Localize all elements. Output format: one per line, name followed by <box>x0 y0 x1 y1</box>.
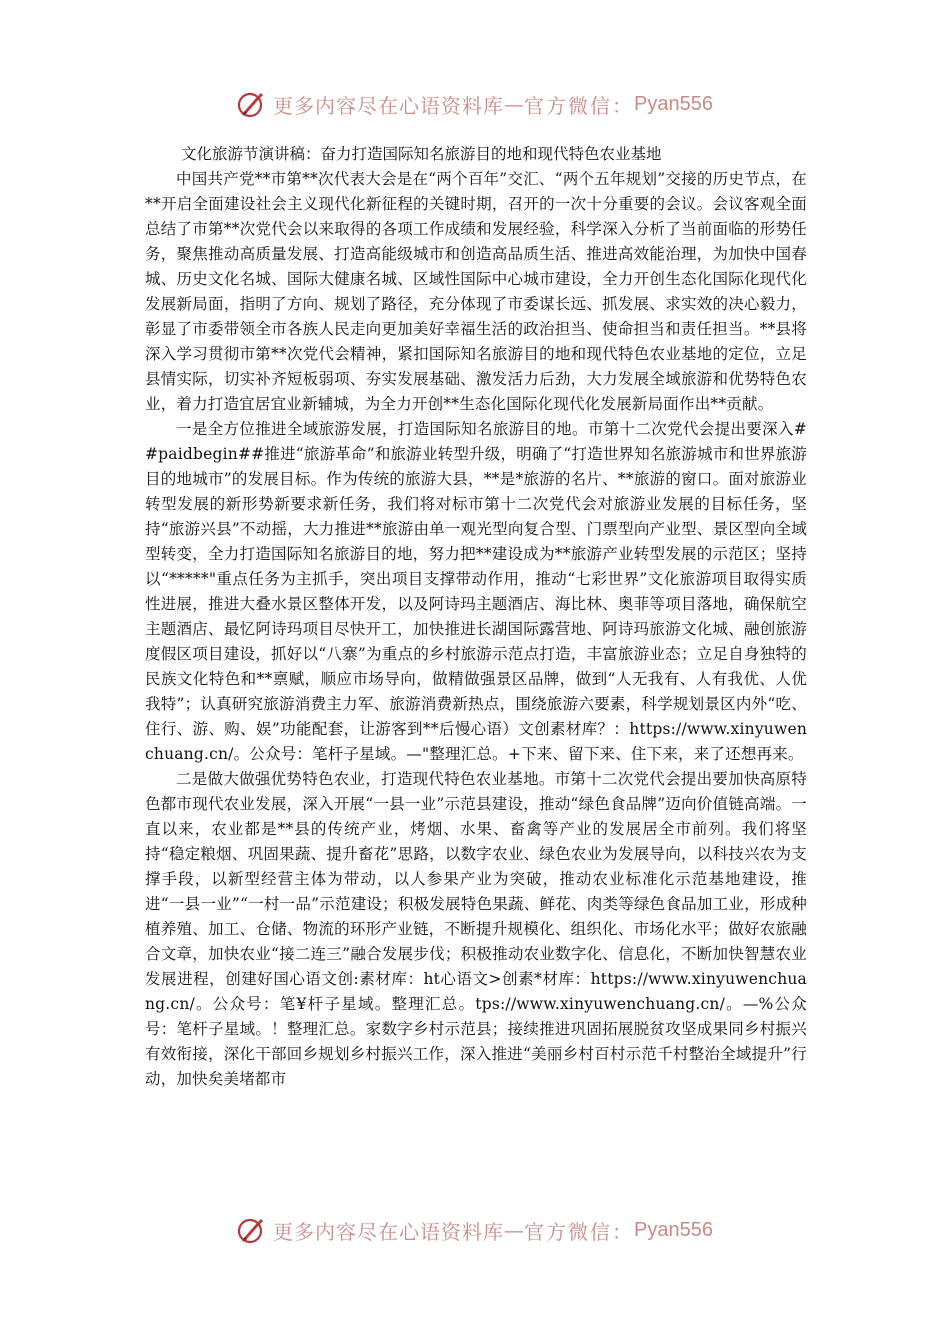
document-title: 文化旅游节演讲稿：奋力打造国际知名旅游目的地和现代特色农业基地 <box>181 145 662 163</box>
banner-wechat-id: Pyan556 <box>634 1218 713 1241</box>
pen-logo-icon <box>237 1215 267 1245</box>
footer-banner <box>0 1210 950 1250</box>
header-banner <box>0 84 950 124</box>
banner-wechat-label: 官方微信： <box>524 93 635 118</box>
document-body <box>145 142 807 1092</box>
paragraph-intro: 中国共产党**市第**次代表大会是在“两个百年”交汇、“两个五年规划”交接的历史节点，在**开启全面建设社会主义现代化新征程的关键时期，召开的一次十分重要的会议。会议客观全面总结了市第**次党代会以来取得的各项工作成绩和发展经验，科学深入分析了当前面临的形势任务，聚焦推动高质量发展、打造高能级城市和创造高品质生活、推进高效能治理，为加快中国春城、历史文化名城、国际大健康名城、区域性国际中心城市建设，全力开创生态化国际化现代化发展新局面，指明了方向、规划了路径，充分体现了市委谋长远、抓发展、求实效的决心毅力，彰显了市委带领全市各族人民走向更加美好幸福生活的政治担当、使命担当和责任担当。**县将深入学习贯彻市第**次党代会精神，紧扣国际知名旅游目的地和现代特色农业基地的定位，立足县情实际，切实补齐短板弱项、夯实发展基础、激发活力后劲，大力发展全域旅游和优势特色农业，着力打造宜居宜业新辅城，为全力开创**生态化国际化现代化发展新局面作出**贡献。 <box>145 170 807 413</box>
banner-wechat-id: Pyan556 <box>634 92 713 115</box>
banner-separator: — <box>504 92 525 116</box>
banner-text: 更多内容尽在心语资料库 <box>273 1219 505 1244</box>
banner-separator: — <box>504 1218 525 1242</box>
banner-text: 更多内容尽在心语资料库 <box>273 93 505 118</box>
banner-wechat-label: 官方微信： <box>524 1219 635 1244</box>
paragraph-tourism: 一是全方位推进全域旅游发展，打造国际知名旅游目的地。市第十二次党代会提出要深入##paidbegin##推进“旅游革命”和旅游业转型升级，明确了“打造世界知名旅游城市和世界旅游目的地城市”的发展目标。作为传统的旅游大县，**是*旅游的名片、**旅游的窗口。面对旅游业转型发展的新形势新要求新任务，我们将对标市第十二次党代会对旅游业发展的目标任务，坚持“旅游兴县”不动摇，大力推进**旅游由单一观光型向复合型、门票型向产业型、景区型向全域型转变，全力打造国际知名旅游目的地，努力把**建设成为**旅游产业转型发展的示范区；坚持以“*****"重点任务为主抓手，突出项目支撑带动作用，推动“七彩世界”文化旅游项目取得实质性进展，推进大叠水景区整体开发，以及阿诗玛主题酒店、海比林、奥菲等项目落地，确保航空主题酒店、最忆阿诗玛项目尽快开工，加快推进长湖国际露营地、阿诗玛旅游文化城、融创旅游度假区项目建设，抓好以“八寨”为重点的乡村旅游示范点打造，丰富旅游业态；立足自身独特的民族文化特色和**禀赋，顺应市场导向，做精做强景区品牌，做到“人无我有、人有我优、人优我特”；认真研究旅游消费主力军、旅游消费新热点，围绕旅游六要素，科学规划景区内外“吃、住行、游、购、娱”功能配套，让游客到**后慢心语）文创素材库？：https://www.xinyuwenchuang.cn/。公众号：笔杆子星域。—"整理汇总。+下来、留下来、住下来，来了还想再来。 <box>145 420 807 763</box>
paragraph-agriculture: 二是做大做强优势特色农业，打造现代特色农业基地。市第十二次党代会提出要加快高原特色都市现代农业发展，深入开展“一县一业”示范县建设，推动“绿色食品牌”迈向价值链高端。一直以来，农业都是**县的传统产业，烤烟、水果、畜禽等产业的发展居全市前列。我们将坚持“稳定粮烟、巩固果蔬、提升畜花”思路，以数字农业、绿色农业为发展导向，以科技兴农为支撑手段，以新型经营主体为带动，以人参果产业为突破，推动农业标准化示范基地建设，推进“一县一业”“一村一品”示范建设；积极发展特色果蔬、鲜花、肉类等绿色食品加工业，形成种植养殖、加工、仓储、物流的环形产业链，不断提升规模化、组织化、市场化水平；做好农旅融合文章，加快农业“接二连三”融合发展步伐；积极推动农业数字化、信息化，不断加快智慧农业发展进程，创建好国心语文创:素材库：ht心语文>创素*材库：https://www.xinyuwenchuang.cn/。公众号：笔¥杆子星域。整理汇总。tps://www.xinyuwenchuang.cn/。—%公众号：笔杆子星域。！整理汇总。家数字乡村示范县；接续推进巩固拓展脱贫攻坚成果同乡村振兴有效衔接，深化干部回乡规划乡村振兴工作，深入推进“美丽乡村百村示范千村整治全域提升”行动，加快矣美堵都市 <box>145 770 807 1088</box>
pen-logo-icon <box>237 89 267 119</box>
